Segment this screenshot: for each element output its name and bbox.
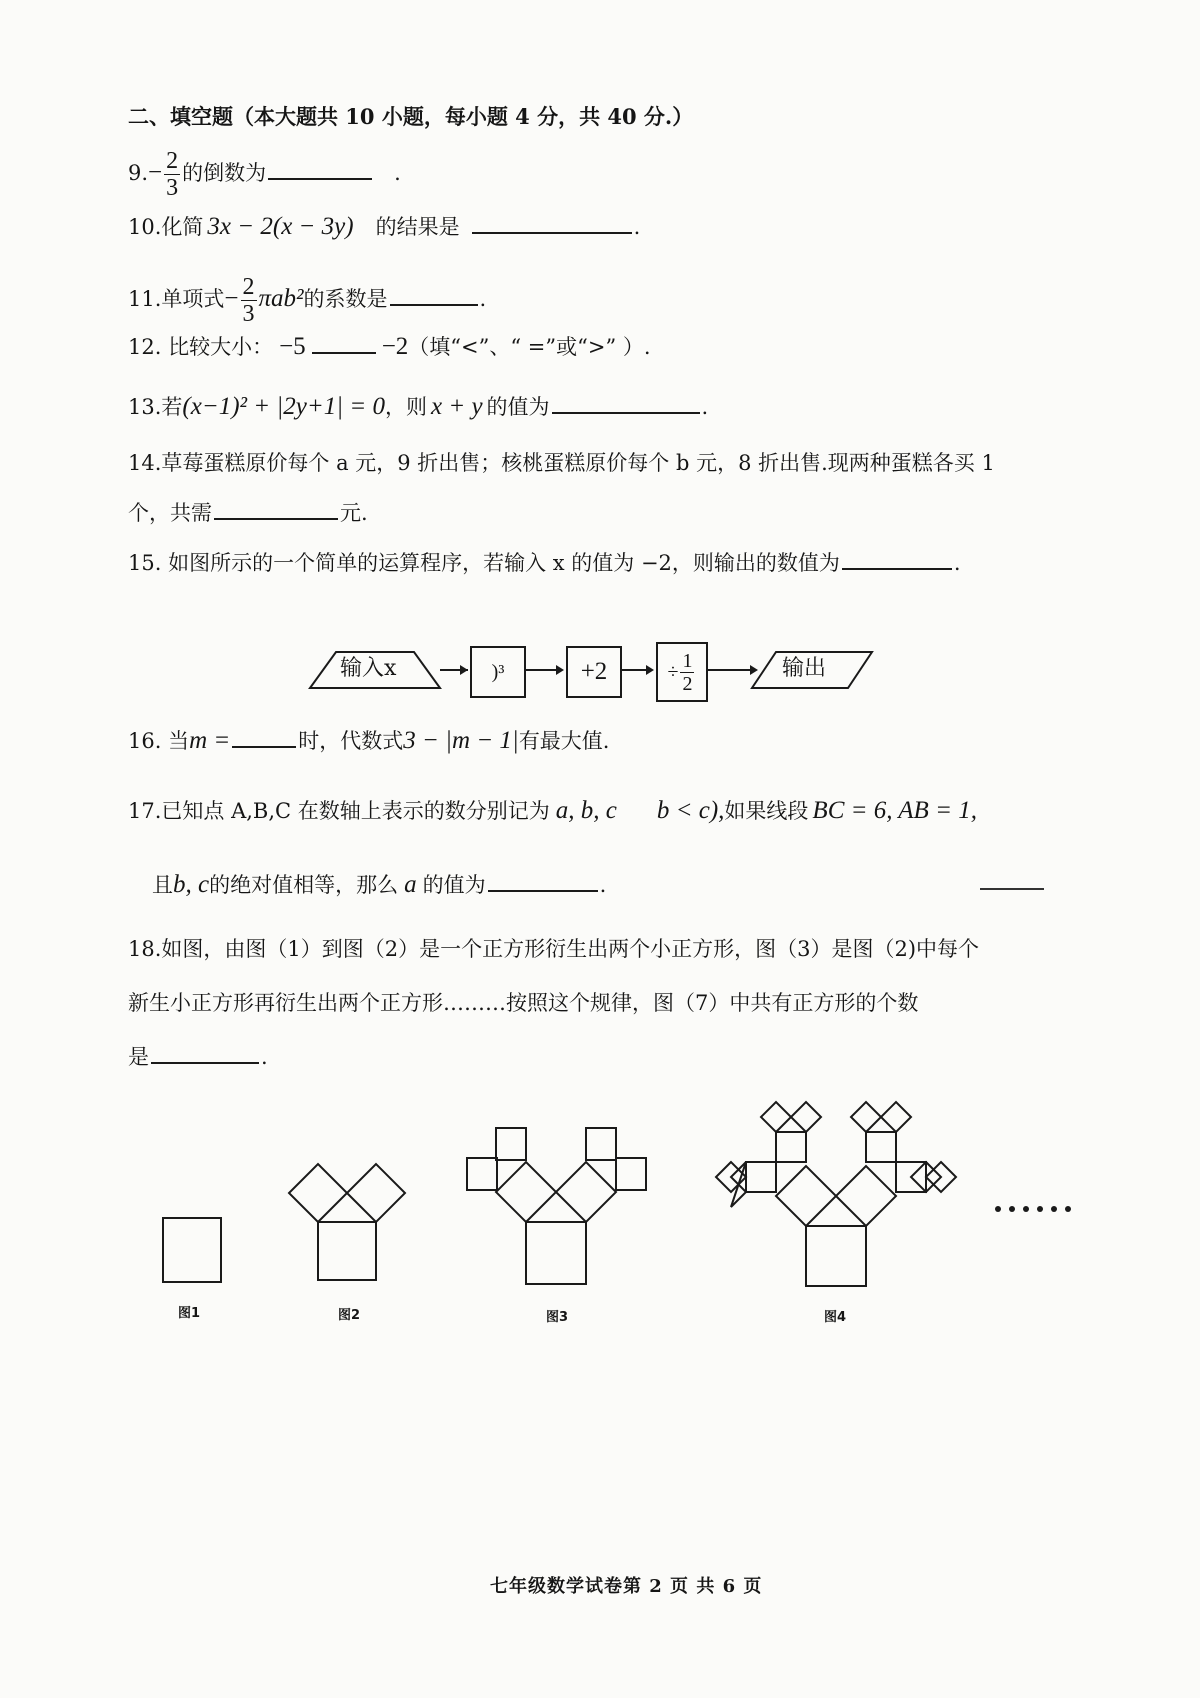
flow-divide-sym: ÷ [667, 660, 679, 683]
fig3-tree [467, 1128, 646, 1284]
fig4-label: 图4 [824, 1310, 847, 1325]
q11-monomial: πab² [258, 285, 304, 312]
ellipsis-dots [995, 1206, 1071, 1212]
q13-var: x + y [430, 393, 483, 420]
q17-text-c: 且 [152, 873, 173, 897]
q14-text-b: 元. [340, 501, 368, 525]
q17-ineq: b < c), [656, 797, 725, 824]
flow-output-label: 输出 [782, 656, 827, 681]
section-heading: 二、填空题（本大题共 10 小题，每小题 4 分，共 40 分.） [128, 104, 694, 129]
question-18-line1: 18.如图，由图（1）到图（2）是一个正方形衍生出两个小正方形，图（3）是图（2)中每个 [128, 937, 980, 961]
q15-text: 15. 如图所示的一个简单的运算程序，若输入 x 的值为 −2，则输出的数值为 [128, 551, 840, 575]
page-footer: 七年级数学试卷第 2 页 共 6 页 [490, 1576, 763, 1597]
q18-end: . [261, 1045, 268, 1069]
q14-text-a: 个，共需 [128, 501, 212, 525]
q10-prefix: 10.化简 [128, 215, 204, 239]
flow-cube-label: )³ [491, 660, 505, 683]
q17-lengths: BC = 6, AB = 1, [812, 797, 977, 824]
fig2-tree [289, 1164, 405, 1280]
q11-text: 的系数是 [303, 287, 388, 311]
q17-text-e: 的值为 [422, 873, 486, 897]
q13-end: . [701, 395, 709, 419]
q13-prefix: 13.若 [128, 395, 183, 419]
q18-text: 是 [128, 1045, 149, 1069]
q11-frac-num: 2 [242, 274, 255, 300]
q17-bc: b, c [173, 871, 210, 898]
q17-text-d: 的绝对值相等，那么 [209, 873, 399, 897]
q16-expression: 3 − |m − 1| [403, 727, 519, 754]
fig1-label: 图1 [178, 1306, 201, 1321]
q16-mid: 时，代数式 [298, 729, 404, 753]
q11-frac-den: 3 [242, 301, 255, 327]
q12-prefix: 12. 比较大小： [128, 335, 274, 359]
q9-frac-num: 2 [166, 148, 179, 174]
q9-text: 的倒数为 [182, 161, 267, 185]
q17-text-b: 如果线段 [724, 799, 809, 823]
q9-number: 9. [128, 161, 149, 185]
q16-var: m = [189, 727, 231, 754]
q13-expression: (x−1)² + |2y+1| = 0 [182, 393, 385, 420]
q16-prefix: 16. 当 [128, 729, 190, 753]
q10-expression: 3x − 2(x − 3y) [207, 213, 354, 240]
q16-text: 有最大值. [518, 729, 610, 753]
q11-neg: − [224, 285, 239, 312]
q11-end: . [479, 287, 487, 311]
fig1-square [163, 1218, 221, 1282]
q10-text: 的结果是 [375, 215, 460, 239]
q17-vars: a, b, c [555, 797, 617, 824]
q12-left: −5 [279, 333, 306, 360]
flow-divide-den: 2 [682, 672, 693, 695]
q10-end: . [633, 215, 641, 239]
q17-a: a [404, 871, 417, 898]
flow-plus-label: +2 [580, 658, 608, 685]
q12-right: −2 [381, 333, 409, 360]
q17-text-a: 17.已知点 A,B,C 在数轴上表示的数分别记为 [128, 799, 550, 823]
fig2-label: 图2 [338, 1308, 361, 1323]
fig3-label: 图3 [546, 1310, 569, 1325]
q9-neg: − [148, 159, 163, 186]
q13-text: 的值为 [486, 395, 550, 419]
flow-divide-num: 1 [682, 649, 693, 672]
q11-prefix: 11.单项式 [128, 287, 225, 311]
question-14-line1: 14.草莓蛋糕原价每个 a 元，9 折出售；核桃蛋糕原价每个 b 元，8 折出售.现两种蛋糕各买 1 [128, 451, 995, 475]
question-18-line2: 新生小正方形再衍生出两个正方形………按照这个规律，图（7）中共有正方形的个数 [128, 991, 919, 1015]
flow-input-label: 输入x [340, 656, 397, 681]
q9-dot: . [394, 161, 401, 185]
q12-hint: （填“<”、“ =”或“>” ）. [408, 335, 651, 359]
q17-end: . [599, 873, 607, 897]
q13-mid: ，则 [384, 395, 427, 419]
q9-frac-den: 3 [166, 175, 179, 201]
q15-end: . [953, 551, 961, 575]
fig4-tree [716, 1102, 956, 1286]
